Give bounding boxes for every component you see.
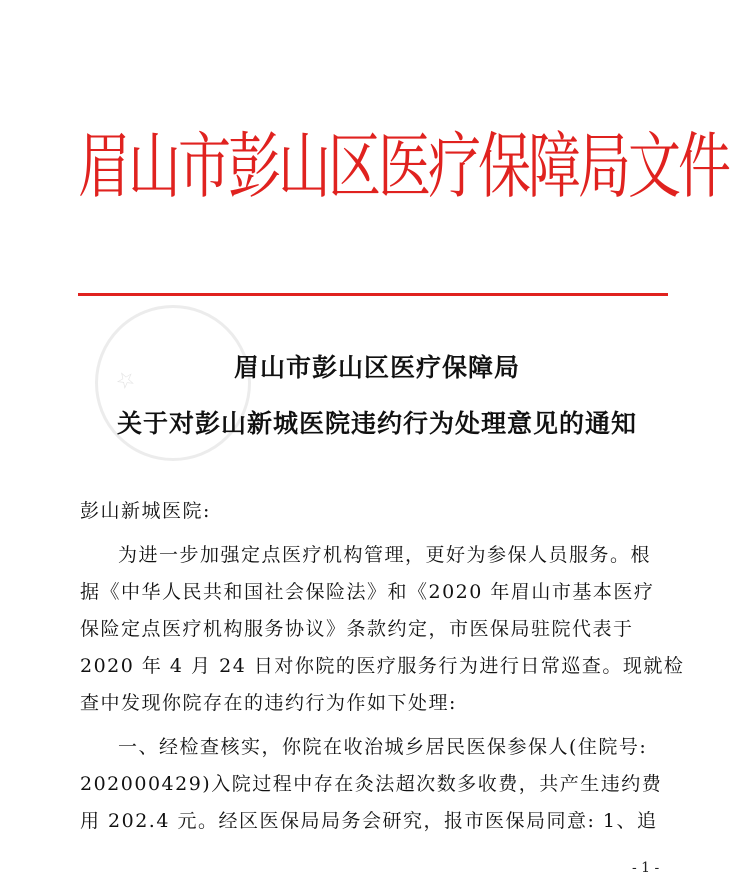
paragraph-line: 2020 年 4 月 24 日对你院的医疗服务行为进行日常巡查。现就检 — [80, 655, 685, 677]
header-red-line — [78, 293, 668, 296]
document-title-line-2: 关于对彭山新城医院违约行为处理意见的通知 — [116, 409, 637, 438]
paragraph-line: 查中发现你院存在的违约行为作如下处理: — [80, 692, 457, 714]
document-header: 眉山市彭山区医疗保障局文件 — [78, 126, 728, 209]
seal-glyph: ☆ — [111, 364, 141, 397]
paragraph-line: 202000429)入院过程中存在灸法超次数多收费，共产生违约费 — [80, 773, 663, 795]
paragraph-line: 据《中华人民共和国社会保险法》和《2020 年眉山市基本医疗 — [80, 581, 655, 603]
salutation: 彭山新城医院: — [80, 500, 211, 522]
page-number: - 1 - — [632, 860, 660, 876]
paragraph-line: 一、经检查核实，你院在收治城乡居民医保参保人(住院号: — [118, 736, 648, 758]
paragraph-line: 保险定点医疗机构服务协议》条款约定，市医保局驻院代表于 — [80, 618, 634, 640]
paragraph-line: 用 202.4 元。经区医保局局务会研究，报市医保局同意: 1、追 — [80, 810, 658, 832]
paragraph-line: 为进一步加强定点医疗机构管理，更好为参保人员服务。根 — [118, 544, 652, 566]
document-title-line-1: 眉山市彭山区医疗保障局 — [233, 353, 520, 382]
